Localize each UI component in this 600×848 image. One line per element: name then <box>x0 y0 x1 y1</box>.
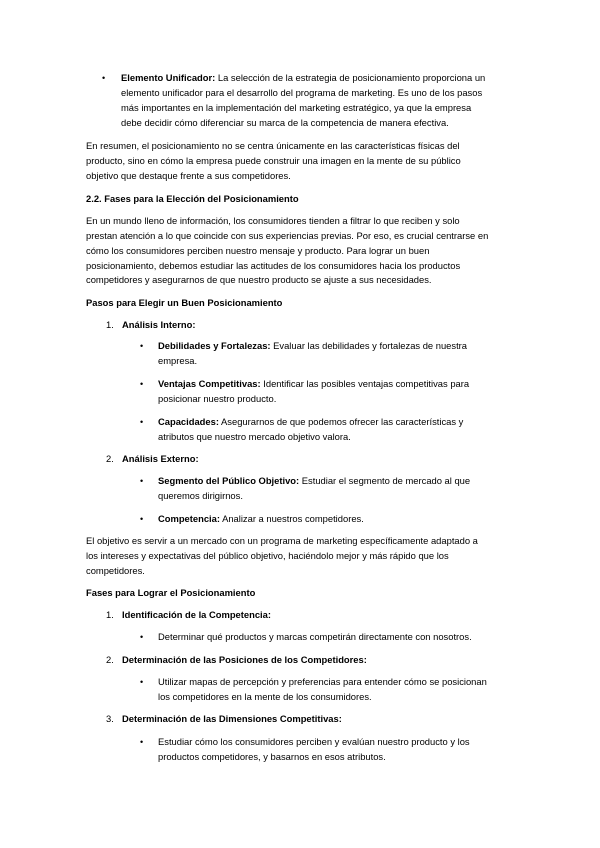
intro-line-2: prestan atención a lo que coincide con sus experiencias previas. Por eso, es crucial centrarse en <box>86 230 489 241</box>
phase-label: Determinación de las Posiciones de los Competidores: <box>122 654 367 665</box>
unificador-label: Elemento Unificador: <box>121 72 216 83</box>
phase-item-line-2: productos competidores, y basarnos en esos atributos. <box>158 751 386 762</box>
phases-heading: Fases para Lograr el Posicionamiento <box>86 587 256 598</box>
unificador-line-4: debe decidir cómo diferenciar su marca de la competencia de manera efectiva. <box>121 117 449 128</box>
summary-line-2: producto, sino en cómo la empresa puede construir una imagen en la mente de su público <box>86 155 461 166</box>
step-item-text: Estudiar el segmento de mercado al que <box>299 475 471 486</box>
bullet-marker: • <box>140 417 144 427</box>
bullet-marker: • <box>140 379 144 389</box>
step-item-text: Evaluar las debilidades y fortalezas de nuestra <box>270 340 468 351</box>
step-item-line <box>158 340 467 352</box>
intro-line-4: posicionamiento, debemos estudiar las actitudes de los consumidores hacia los productos <box>86 260 461 271</box>
bullet-marker: • <box>102 73 106 83</box>
bullet-marker: • <box>140 514 144 524</box>
phase-item-line-2: los competidores en la mente de los consumidores. <box>158 691 372 702</box>
step-item-text: Asegurarnos de que podemos ofrecer las características y <box>218 416 464 427</box>
unificador-line-2: elemento unificador para el desarrollo del programa de marketing. Es uno de los pasos <box>121 87 483 98</box>
summary-line-3: objetivo que destaque frente a sus competidores. <box>86 170 291 181</box>
bullet-marker: • <box>140 632 144 642</box>
step-item-line-2: empresa. <box>158 355 198 366</box>
section-heading: 2.2. Fases para la Elección del Posicionamiento <box>86 193 299 204</box>
step-item-line <box>158 475 470 487</box>
step-item-label: Debilidades y Fortalezas: <box>158 340 271 351</box>
step-item-line <box>158 416 463 428</box>
unificador-text: La selección de la estrategia de posicionamiento proporciona un <box>215 72 486 83</box>
step-label: Análisis Interno: <box>122 319 196 330</box>
steps-heading: Pasos para Elegir un Buen Posicionamiento <box>86 297 283 308</box>
objective-line-2: los intereses y expectativas del público objetivo, haciéndolo mejor y más rápido que los <box>86 550 449 561</box>
intro-line-1: En un mundo lleno de información, los consumidores tienden a filtrar lo que reciben y solo <box>86 215 460 226</box>
bullet-marker: • <box>140 341 144 351</box>
bullet-marker: • <box>140 476 144 486</box>
objective-line-3: competidores. <box>86 565 145 576</box>
step-number: 1. <box>106 319 114 330</box>
step-item-line-2: queremos dirigirnos. <box>158 490 243 501</box>
step-item-label: Ventajas Competitivas: <box>158 378 261 389</box>
phase-item-line: Estudiar cómo los consumidores perciben y evalúan nuestro producto y los <box>158 736 470 747</box>
phase-label: Identificación de la Competencia: <box>122 609 271 620</box>
step-label: Análisis Externo: <box>122 453 199 464</box>
intro-line-5: competidores y asegurarnos de que nuestro producto se ajuste a sus necesidades. <box>86 274 432 285</box>
step-item-line-2: posicionar nuestro producto. <box>158 393 277 404</box>
step-item-line <box>158 513 364 525</box>
phase-label: Determinación de las Dimensiones Competitivas: <box>122 713 342 724</box>
unificador-line-1 <box>121 72 485 84</box>
summary-line-1: En resumen, el posicionamiento no se centra únicamente en las características físicas del <box>86 140 460 151</box>
unificador-line-3: más importantes en la implementación del marketing estratégico, ya que la empresa <box>121 102 472 113</box>
phase-item-line: Determinar qué productos y marcas competirán directamente con nosotros. <box>158 631 472 642</box>
phase-number: 1. <box>106 609 114 620</box>
phase-item-line: Utilizar mapas de percepción y preferencias para entender cómo se posicionan <box>158 676 487 687</box>
step-item-line <box>158 378 469 390</box>
phase-number: 3. <box>106 713 114 724</box>
step-item-label: Competencia: <box>158 513 220 524</box>
step-item-text: Identificar las posibles ventajas competitivas para <box>260 378 470 389</box>
step-item-label: Segmento del Público Objetivo: <box>158 475 300 486</box>
objective-line-1: El objetivo es servir a un mercado con un programa de marketing específicamente adaptado a <box>86 535 478 546</box>
step-number: 2. <box>106 453 114 464</box>
bullet-marker: • <box>140 677 144 687</box>
step-item-line-2: atributos que nuestro mercado objetivo valora. <box>158 431 351 442</box>
bullet-marker: • <box>140 737 144 747</box>
step-item-text: Analizar a nuestros competidores. <box>220 513 364 524</box>
phase-number: 2. <box>106 654 114 665</box>
intro-line-3: cómo los consumidores perciben nuestro mensaje y producto. Para lograr un buen <box>86 245 430 256</box>
step-item-label: Capacidades: <box>158 416 219 427</box>
